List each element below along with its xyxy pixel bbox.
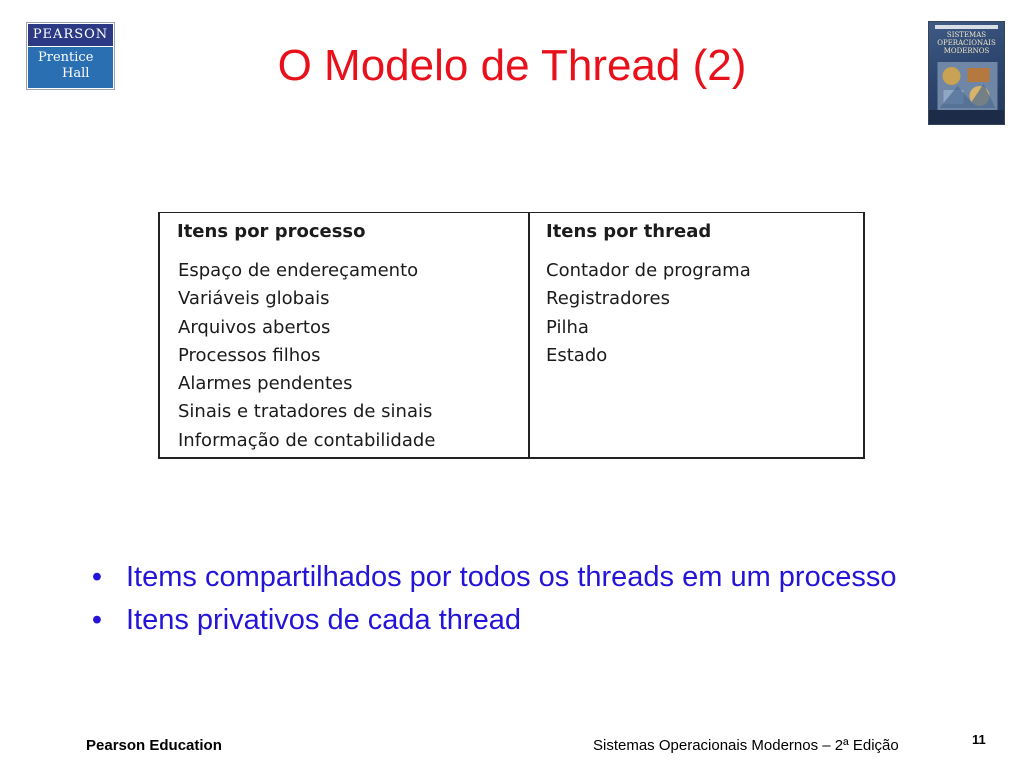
- logo-imprint-line2: Hall: [62, 66, 90, 81]
- process-items-list: [178, 257, 435, 455]
- logo-brand: PEARSON: [28, 24, 113, 46]
- process-item: Informação de contabilidade: [178, 429, 436, 451]
- slide-title: O Modelo de Thread (2): [277, 41, 747, 90]
- process-item: Alarmes pendentes: [178, 373, 353, 395]
- process-items-column: [160, 213, 530, 457]
- footer-publisher: Pearson Education: [86, 737, 222, 754]
- book-cover-title-line: OPERACIONAIS: [937, 39, 996, 47]
- process-item: Variáveis globais: [178, 288, 330, 310]
- thread-item: Estado: [546, 344, 608, 366]
- process-item: Espaço de endereçamento: [178, 260, 419, 281]
- book-cover-footer-band: [929, 110, 1004, 124]
- book-cover-artwork: [937, 62, 998, 110]
- thread-item: Registradores: [546, 288, 670, 310]
- page-number: 11: [972, 732, 986, 747]
- bullet-dot-icon: •: [91, 604, 103, 636]
- footer-book-title: Sistemas Operacionais Modernos – 2ª Edição: [593, 737, 899, 754]
- process-items-header: Itens por processo: [177, 221, 366, 242]
- thread-item: Contador de programa: [546, 260, 751, 281]
- bullet-text: Items compartilhados por todos os threads em um processo: [126, 561, 897, 593]
- bullet-list: [87, 561, 927, 647]
- book-cover-title: [933, 31, 1000, 55]
- thread-items-header: Itens por thread: [546, 221, 712, 242]
- book-cover-title-line: SISTEMAS: [946, 31, 987, 39]
- bullet-item: [87, 561, 927, 594]
- logo-imprint-line1: Prentice: [38, 50, 94, 65]
- thread-items-list: [546, 257, 751, 370]
- process-item: Arquivos abertos: [178, 316, 331, 338]
- bullet-dot-icon: •: [91, 561, 103, 593]
- process-item: Processos filhos: [178, 344, 321, 366]
- thread-items-column: [530, 213, 863, 457]
- book-cover-author-band: [935, 25, 998, 29]
- thread-item: Pilha: [546, 316, 589, 338]
- bullet-text: Itens privativos de cada thread: [126, 604, 521, 636]
- process-item: Sinais e tratadores de sinais: [178, 401, 433, 423]
- book-cover-title-line: MODERNOS: [943, 47, 990, 55]
- bullet-item: [87, 604, 927, 637]
- thread-model-table: [158, 212, 865, 459]
- book-cover-image: [928, 21, 1005, 125]
